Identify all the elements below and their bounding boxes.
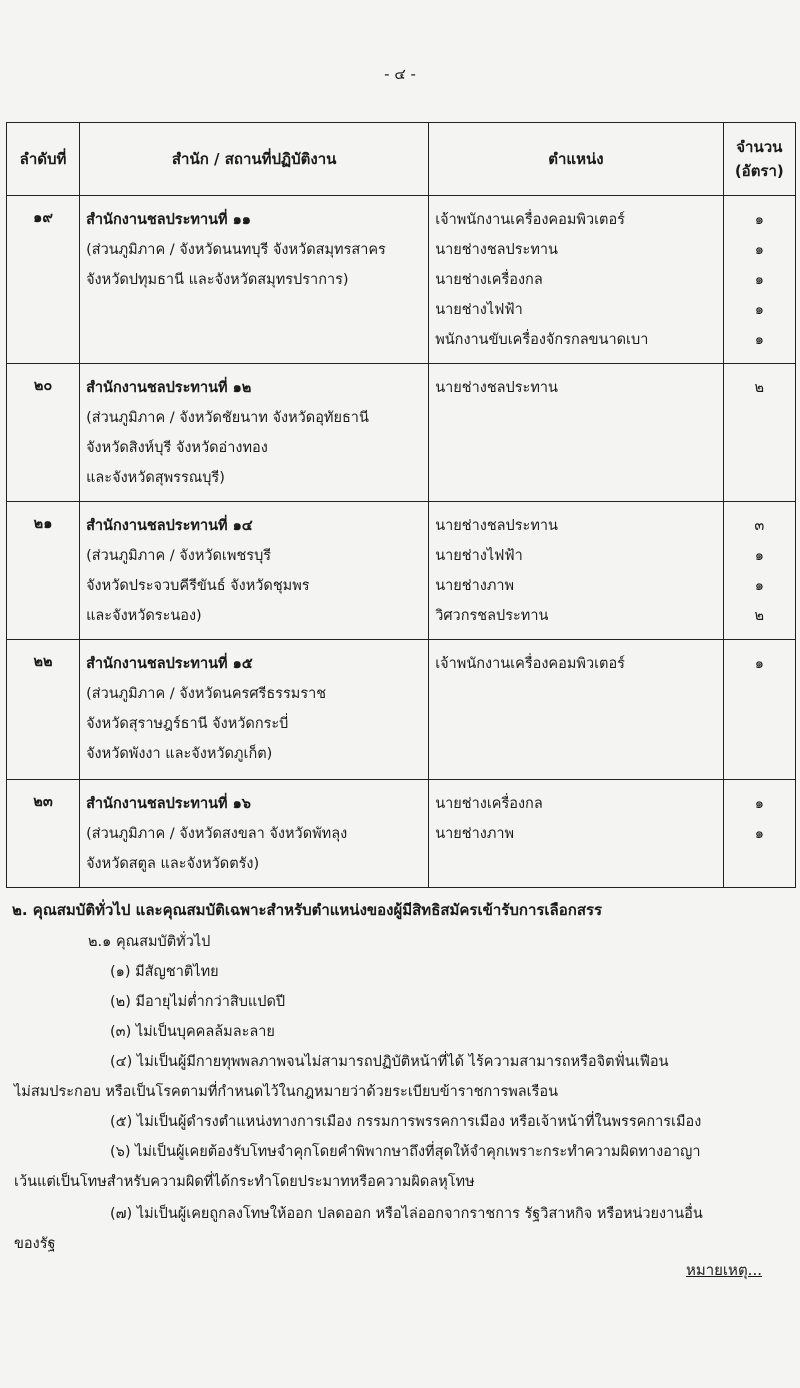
office-line: จังหวัดปทุมธานี และจังหวัดสมุทรปราการ) [86, 272, 349, 288]
count-item: ๑ [754, 578, 764, 594]
office-cell [80, 196, 429, 364]
position-item: นายช่างภาพ [435, 826, 515, 842]
table-row [7, 780, 796, 888]
header-position: ตำแหน่ง [429, 123, 723, 196]
section-2-title: ๒. คุณสมบัติทั่วไป และคุณสมบัติเฉพาะสำหรับตำแหน่งของผู้มีสิทธิสมัครเข้ารับการเลือกสรร [12, 901, 603, 919]
position-cell [429, 364, 723, 502]
count-cell [723, 640, 795, 780]
count-item: ๑ [754, 656, 764, 672]
office-line: (ส่วนภูมิภาค / จังหวัดนครศรีธรรมราช [86, 686, 327, 702]
office-line: (ส่วนภูมิภาค / จังหวัดนนทบุรี จังหวัดสมุทรสาคร [86, 242, 386, 258]
count-item: ๓ [754, 518, 765, 534]
table-row [7, 502, 796, 640]
row-number: ๒๓ [7, 780, 80, 888]
row-number: ๒๒ [7, 640, 80, 780]
position-item: เจ้าพนักงานเครื่องคอมพิวเตอร์ [435, 656, 625, 672]
office-cell [80, 502, 429, 640]
office-title: สำนักงานชลประทานที่ ๑๕ [86, 656, 253, 672]
office-cell [80, 640, 429, 780]
qualification-item-3: (๓) ไม่เป็นบุคคลล้มละลาย [110, 1024, 275, 1040]
qualification-item-1: (๑) มีสัญชาติไทย [110, 964, 219, 980]
header-count-line2: (อัตรา) [734, 162, 784, 180]
header-office: สำนัก / สถานที่ปฏิบัติงาน [80, 123, 429, 196]
count-item: ๑ [754, 796, 764, 812]
office-line: จังหวัดประจวบคีรีขันธ์ จังหวัดชุมพร [86, 578, 310, 594]
office-line: (ส่วนภูมิภาค / จังหวัดชัยนาท จังหวัดอุทัยธานี [86, 410, 369, 426]
continuation-note: หมายเหตุ... [685, 1261, 762, 1279]
office-cell [80, 364, 429, 502]
position-item: นายช่างเครื่องกล [435, 272, 543, 288]
office-title: สำนักงานชลประทานที่ ๑๔ [86, 518, 253, 534]
qualification-item-7: (๗) ไม่เป็นผู้เคยถูกลงโทษให้ออก ปลดออก หรือไล่ออกจากราชการ รัฐวิสาหกิจ หรือหน่วยงานอื่น [110, 1206, 703, 1222]
position-item: เจ้าพนักงานเครื่องคอมพิวเตอร์ [435, 212, 625, 228]
section-2-1-title: ๒.๑ คุณสมบัติทั่วไป [88, 934, 211, 950]
position-item: นายช่างไฟฟ้า [435, 548, 523, 564]
office-title: สำนักงานชลประทานที่ ๑๖ [86, 796, 252, 812]
count-item: ๒ [754, 608, 765, 624]
count-item: ๒ [754, 380, 765, 396]
row-number: ๒๑ [7, 502, 80, 640]
qualification-item-7-cont: ของรัฐ [14, 1236, 56, 1252]
table-row [7, 196, 796, 364]
position-item: นายช่างชลประทาน [435, 518, 558, 534]
office-line: และจังหวัดระนอง) [86, 608, 202, 624]
count-cell [723, 364, 795, 502]
row-number: ๑๙ [7, 196, 80, 364]
qualification-item-6: (๖) ไม่เป็นผู้เคยต้องรับโทษจำคุกโดยคำพิพากษาถึงที่สุดให้จำคุกเพราะกระทำความผิดทางอาญา [110, 1144, 701, 1160]
count-item: ๑ [754, 212, 764, 228]
page-number: - ๔ - [384, 65, 416, 83]
header-count-line1: จำนวน [736, 138, 783, 156]
office-line: (ส่วนภูมิภาค / จังหวัดเพชรบุรี [86, 548, 272, 564]
header-count [723, 123, 795, 196]
office-line: จังหวัดสิงห์บุรี จังหวัดอ่างทอง [86, 440, 268, 456]
count-cell [723, 502, 795, 640]
office-cell [80, 780, 429, 888]
header-no: ลำดับที่ [7, 123, 80, 196]
count-item: ๑ [754, 242, 764, 258]
position-cell [429, 502, 723, 640]
qualification-item-4: (๔) ไม่เป็นผู้มีกายทุพพลภาพจนไม่สามารถปฏิบัติหน้าที่ได้ ไร้ความสามารถหรือจิตฟั่นเฟือน [110, 1054, 669, 1070]
office-line: (ส่วนภูมิภาค / จังหวัดสงขลา จังหวัดพัทลุง [86, 826, 348, 842]
positions-table [6, 122, 796, 888]
position-cell [429, 780, 723, 888]
table-row [7, 364, 796, 502]
position-item: วิศวกรชลประทาน [435, 608, 549, 624]
office-line: จังหวัดสุราษฎร์ธานี จังหวัดกระบี่ [86, 716, 289, 732]
qualification-item-5: (๕) ไม่เป็นผู้ดำรงตำแหน่งทางการเมือง กรรมการพรรคการเมือง หรือเจ้าหน้าที่ในพรรคการเมือง [110, 1114, 702, 1130]
qualification-item-2: (๒) มีอายุไม่ต่ำกว่าสิบแปดปี [110, 994, 286, 1010]
position-cell [429, 196, 723, 364]
count-item: ๑ [754, 548, 764, 564]
office-title: สำนักงานชลประทานที่ ๑๑ [86, 212, 252, 228]
count-item: ๑ [754, 272, 764, 288]
qualification-item-4-cont: ไม่สมประกอบ หรือเป็นโรคตามที่กำหนดไว้ในกฎหมายว่าด้วยระเบียบข้าราชการพลเรือน [14, 1084, 559, 1100]
office-line: จังหวัดพังงา และจังหวัดภูเก็ต) [86, 746, 273, 762]
position-item: นายช่างไฟฟ้า [435, 302, 523, 318]
office-line: จังหวัดสตูล และจังหวัดตรัง) [86, 856, 260, 872]
count-item: ๑ [754, 826, 764, 842]
row-number: ๒๐ [7, 364, 80, 502]
position-item: นายช่างเครื่องกล [435, 796, 543, 812]
position-item: นายช่างชลประทาน [435, 380, 558, 396]
office-line: และจังหวัดสุพรรณบุรี) [86, 470, 225, 486]
office-title: สำนักงานชลประทานที่ ๑๒ [86, 380, 252, 396]
count-item: ๑ [754, 302, 764, 318]
count-item: ๑ [754, 332, 764, 348]
table-header-row [7, 123, 796, 196]
table-row [7, 640, 796, 780]
position-cell [429, 640, 723, 780]
position-item: นายช่างภาพ [435, 578, 515, 594]
position-item: พนักงานขับเครื่องจักรกลขนาดเบา [435, 332, 649, 348]
position-item: นายช่างชลประทาน [435, 242, 558, 258]
qualification-item-6-cont: เว้นแต่เป็นโทษสำหรับความผิดที่ได้กระทำโดยประมาทหรือความผิดลหุโทษ [14, 1174, 475, 1190]
count-cell [723, 780, 795, 888]
count-cell [723, 196, 795, 364]
